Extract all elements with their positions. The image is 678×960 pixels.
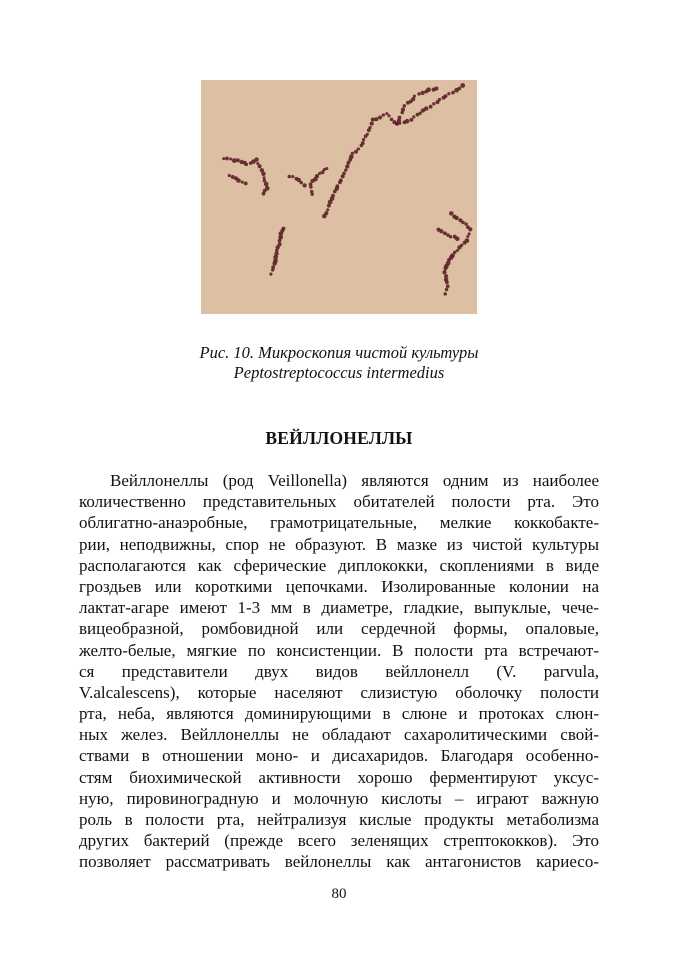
paragraph-line: рии, неподвижны, спор не образуют. В мазке из чистой культуры [79,534,599,554]
coccus-cell [354,150,358,154]
coccus-cell [432,102,435,105]
coccus-cell [403,120,407,124]
coccus-cell [322,214,327,219]
coccus-cell [449,235,452,238]
coccus-cell [370,122,374,126]
paragraph-line: гроздьев или короткими цепочками. Изолированные колонии на [79,576,599,596]
coccus-cell [378,115,382,119]
coccus-cell [442,270,446,274]
paragraph-line: количественно представительных обитателей полости рта. Это [79,492,599,512]
coccus-cell [436,100,440,104]
coccus-cell [262,192,266,196]
coccus-cell [387,114,390,117]
paragraph-line: облигатно-анаэробные, грамотрицательные, мелкие коккобакте- [79,513,599,533]
coccus-cell [244,181,248,185]
coccus-cell [443,266,447,270]
micrograph-svg [201,80,477,314]
paragraph-line: Вейллонеллы (род Veillonella) являются одним из наиболее [110,471,599,490]
coccus-cell [300,181,303,184]
coccus-cell [461,221,465,225]
paragraph-line: стям биохимической активности хорошо ферментируют уксус- [79,767,599,787]
paragraph-line: ных желез. Вейллонеллы не обладают сахаролитическими свой- [79,725,599,745]
coccus-cell [463,241,467,245]
coccus-cell [446,284,450,288]
coccus-cell [429,105,433,109]
coccus-cell [261,172,265,176]
coccus-cell [454,216,458,220]
coccus-cell [222,157,225,160]
coccus-cell [374,117,378,121]
paragraph-line: роль в полости рта, нейтрализуя кислые продукты метаболизма [79,810,599,829]
coccus-cell [272,261,277,266]
coccus-cell [345,164,349,168]
paragraph-line: V.alcalescens), которые населяют слизистую оболочку полости [79,682,599,702]
coccus-cell [413,95,416,98]
coccus-cell [333,190,337,194]
coccus-cell [367,128,371,132]
coccus-cell [451,91,455,95]
coccus-cell [390,118,394,122]
coccus-cell [447,92,450,95]
paragraph-line: вицеобразной, ромбовидной или сердечной формы, опаловые, [79,619,599,639]
coccus-cell [460,83,465,88]
paragraph-line: ствами в отношении моно- и дисахаридов. Благодаря особенно- [79,746,599,766]
coccus-cell [326,208,329,211]
figure-caption [0,343,678,383]
coccus-cell [443,231,447,235]
coccus-cell [417,92,420,95]
coccus-cell [302,183,306,187]
paragraph-line: других бактерий (прежде всего зеленящих стрептококков). Это [79,831,599,851]
coccus-cell [457,245,461,249]
coccus-cell [443,292,447,296]
coccus-cell [362,138,365,141]
coccus-cell [236,158,240,162]
coccus-cell [364,134,368,138]
paragraph-line: позволяет рассматривать вейлонеллы как антагонистов кариесо- [79,852,599,872]
paragraph-line: желто-белые, мягкие по консистенции. В полости рта встречают- [79,640,599,660]
coccus-cell [278,239,282,243]
coccus-cell [398,116,402,120]
micrograph-image [201,80,477,314]
coccus-cell [439,229,443,233]
coccus-cell [426,87,431,92]
coccus-cell [254,157,258,161]
coccus-cell [271,268,274,271]
page-number: 80 [331,886,347,902]
coccus-cell [245,163,249,167]
paragraph-line: ную, пировиноградную и молочную кислоты – играют важную [79,788,599,808]
coccus-cell [445,280,449,284]
coccus-cell [382,113,385,116]
coccus-cell [269,273,272,276]
coccus-cell [309,185,313,189]
coccus-cell [229,157,232,160]
coccus-cell [225,156,229,160]
coccus-cell [241,181,244,184]
coccus-cell [416,113,420,117]
coccus-cell [288,175,292,179]
coccus-cell [228,174,231,177]
coccus-cell [466,235,469,238]
coccus-cell [409,118,413,122]
paragraph-line: лактат-агаре имеют 1-3 мм в диаметре, гладкие, выпуклые, чече- [79,598,599,618]
coccus-cell [385,112,388,115]
coccus-cell [401,107,405,111]
coccus-cell [421,108,425,112]
coccus-cell [264,182,269,187]
section-heading: ВЕЙЛЛОНЕЛЛЫ [265,428,413,448]
coccus-cell [454,88,459,93]
body-paragraph [79,470,599,873]
coccus-cell [291,175,294,178]
coccus-cell [310,192,313,195]
coccus-cell [449,211,454,216]
coccus-cell [258,164,262,168]
coccus-cell [434,87,438,91]
micrograph-haze [201,80,477,314]
coccus-cell [442,96,446,100]
coccus-cell [371,118,375,122]
coccus-cell [445,288,449,292]
coccus-cell [236,178,241,183]
coccus-cell [321,170,325,174]
coccus-cell [420,91,424,95]
coccus-cell [318,172,321,175]
coccus-cell [338,181,342,185]
coccus-cell [464,222,467,225]
caption-line-1: Рис. 10. Микроскопия чистой культуры [199,343,479,362]
coccus-cell [327,204,331,208]
coccus-cell [468,227,472,231]
coccus-cell [344,168,347,171]
paragraph-line: рта, неба, являются доминирующими в слюне и протоках слюн- [79,704,599,724]
coccus-cell [341,174,345,178]
coccus-cell [346,161,350,165]
coccus-cell [412,115,415,118]
coccus-cell [360,144,364,148]
coccus-cell [456,249,459,252]
caption-line-2: Peptostreptococcus intermedius [233,363,445,382]
coccus-cell [403,104,406,107]
coccus-cell [455,237,460,242]
coccus-cell [310,179,314,183]
paragraph-line: ся представители двух видов вейллонелл (V. parvula, [79,661,599,681]
paragraph-line: располагаются как сферические диплококки, скоплениями в виде [79,555,599,575]
